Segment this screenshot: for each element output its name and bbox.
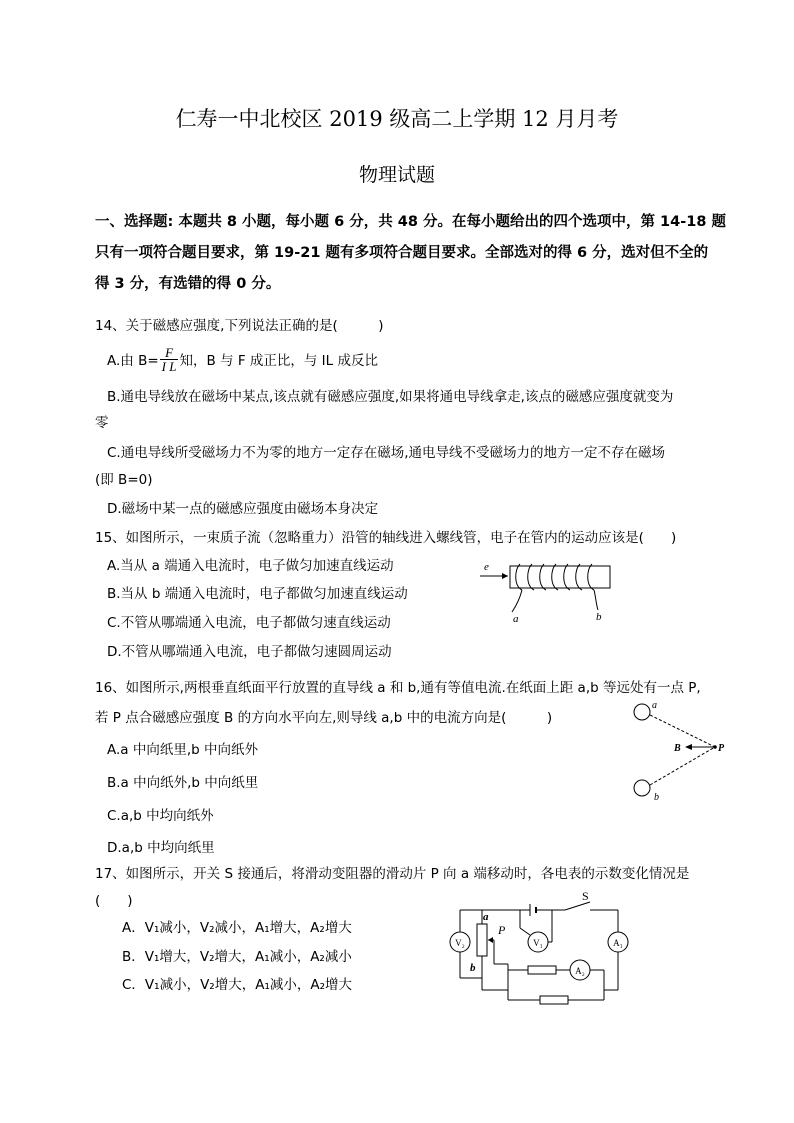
q17-option-b: B．V₁增大，V₂增大，A₁减小，A₂减小 <box>122 949 352 965</box>
q17-rheostat-body <box>477 924 487 956</box>
q15-beam-arrow-icon <box>502 573 508 579</box>
q16-stem-line1: 16、如图所示,两根垂直纸面平行放置的直导线 a 和 b,通有等值电流.在纸面上距 a,b 等远处有一点 P, <box>95 680 701 696</box>
q14-option-c-line1: C.通电导线所受磁场力不为零的地方一定存在磁场,通电导线不受磁场力的地方一定不存在磁场 <box>107 445 666 461</box>
q17-resistor-r2 <box>540 996 568 1004</box>
q14-option-a-prefix: A.由 B= <box>107 353 159 369</box>
q15-stem: 15、如图所示，一束质子流（忽略重力）沿管的轴线进入螺线管，电子在管内的运动应该是( ) <box>95 530 677 546</box>
q17-label-a1: A₁ <box>613 938 623 948</box>
q16-stem-line2: 若 P 点合磁感应强度 B 的方向水平向左,则导线 a,b 中的电流方向是( ) <box>95 710 553 726</box>
q17-switch-blade <box>565 902 590 910</box>
q15-lead-a <box>512 590 522 612</box>
q15-solenoid-tube <box>510 566 610 588</box>
q14-stem: 14、关于磁感应强度,下列说法正确的是( ) <box>95 318 384 334</box>
q14-option-b-line1: B.通电导线放在磁场中某点,该点就有磁感应强度,如果将通电导线拿走,该点的磁感应强度就变为 <box>107 389 674 405</box>
q16-label-B: B <box>674 743 681 754</box>
q17-stem-line2: ( ) <box>95 893 133 909</box>
section-instructions-line3: 得 3 分，有选错的得 0 分。 <box>95 276 281 292</box>
q15-option-d: D.不管从哪端通入电流，电子都做匀速圆周运动 <box>107 644 392 660</box>
q16-label-P: P <box>718 743 725 754</box>
q16-option-d: D.a,b 中均向纸里 <box>107 840 215 856</box>
q16-line-ap <box>650 715 715 747</box>
q15-label-a: a <box>513 613 519 625</box>
q14-option-a-suffix: 知，B 与 F 成正比，与 IL 成反比 <box>179 353 378 369</box>
q17-resistor-r1 <box>528 966 556 974</box>
q17-stem-line1: 17、如图所示，开关 S 接通后，将滑动变阻器的滑动片 P 向 a 端移动时，各电表的示数变化情况是 <box>95 866 690 882</box>
q15-option-c: C.不管从哪端通入电流，电子都做匀速直线运动 <box>107 615 391 631</box>
q16-option-b: B.a 中向纸外,b 中向纸里 <box>107 775 259 791</box>
page-subtitle: 物理试题 <box>358 164 435 186</box>
q14-fraction-numerator: F <box>160 346 179 360</box>
q14-option-c-line2: (即 B=0) <box>95 472 153 488</box>
q16-option-a: A.a 中向纸里,b 中向纸外 <box>107 742 259 758</box>
q17-label-P: P <box>498 923 506 937</box>
q15-label-b: b <box>596 611 602 623</box>
q14-option-a <box>107 342 378 376</box>
q17-label-S: S <box>582 890 589 903</box>
q17-slider-arrow-icon <box>488 937 493 943</box>
q14-formula-fraction <box>160 346 179 373</box>
q17-option-a: A．V₁减小，V₂减小，A₁增大，A₂增大 <box>122 920 352 936</box>
q17-label-v2: V₂ <box>455 938 465 948</box>
q16-wire-a <box>634 704 650 720</box>
q17-label-v1: V₁ <box>533 938 543 948</box>
q16-wires-figure <box>625 698 735 808</box>
q15-label-e: e <box>484 561 489 573</box>
q15-option-a: A.当从 a 端通入电流时，电子做匀加速直线运动 <box>107 558 394 574</box>
q17-label-a: a <box>483 911 489 923</box>
page-title: 仁寿一中北校区 2019 级高二上学期 12 月月考 <box>175 107 619 131</box>
q16-point-p <box>713 745 717 749</box>
q14-fraction-denominator: I L <box>161 358 177 374</box>
q17-label-a2: A₂ <box>575 966 585 976</box>
q16-line-bp <box>650 747 715 785</box>
q17-v1-lead-left <box>520 928 530 935</box>
q14-option-d: D.磁场中某一点的磁感应强度由磁场本身决定 <box>107 501 379 517</box>
q14-option-b-line2: 零 <box>95 415 109 431</box>
q16-label-a: a <box>652 700 657 711</box>
q15-coil-windings <box>516 564 594 590</box>
q15-lead-b <box>594 590 598 610</box>
q17-option-c: C．V₁减小，V₂增大，A₁减小，A₂增大 <box>122 977 353 993</box>
q17-label-b: b <box>470 962 476 974</box>
q15-option-b: B.当从 b 端通入电流时，电子都做匀加速直线运动 <box>107 586 408 602</box>
section-instructions-line2: 只有一项符合题目要求，第 19-21 题有多项符合题目要求。全部选对的得 6 分，选对但不全的 <box>95 245 709 261</box>
q17-circuit-figure <box>440 890 640 1005</box>
section-instructions-line1: 一、选择题: 本题共 8 小题，每小题 6 分，共 48 分。在每小题给出的四个选项中，第 14-18 题 <box>95 214 726 230</box>
q16-option-c: C.a,b 中均向纸外 <box>107 808 214 824</box>
q16-wire-b <box>634 780 650 796</box>
q16-label-b: b <box>654 792 659 803</box>
q16-field-arrow-icon <box>685 744 692 750</box>
q15-solenoid-figure <box>470 558 620 628</box>
